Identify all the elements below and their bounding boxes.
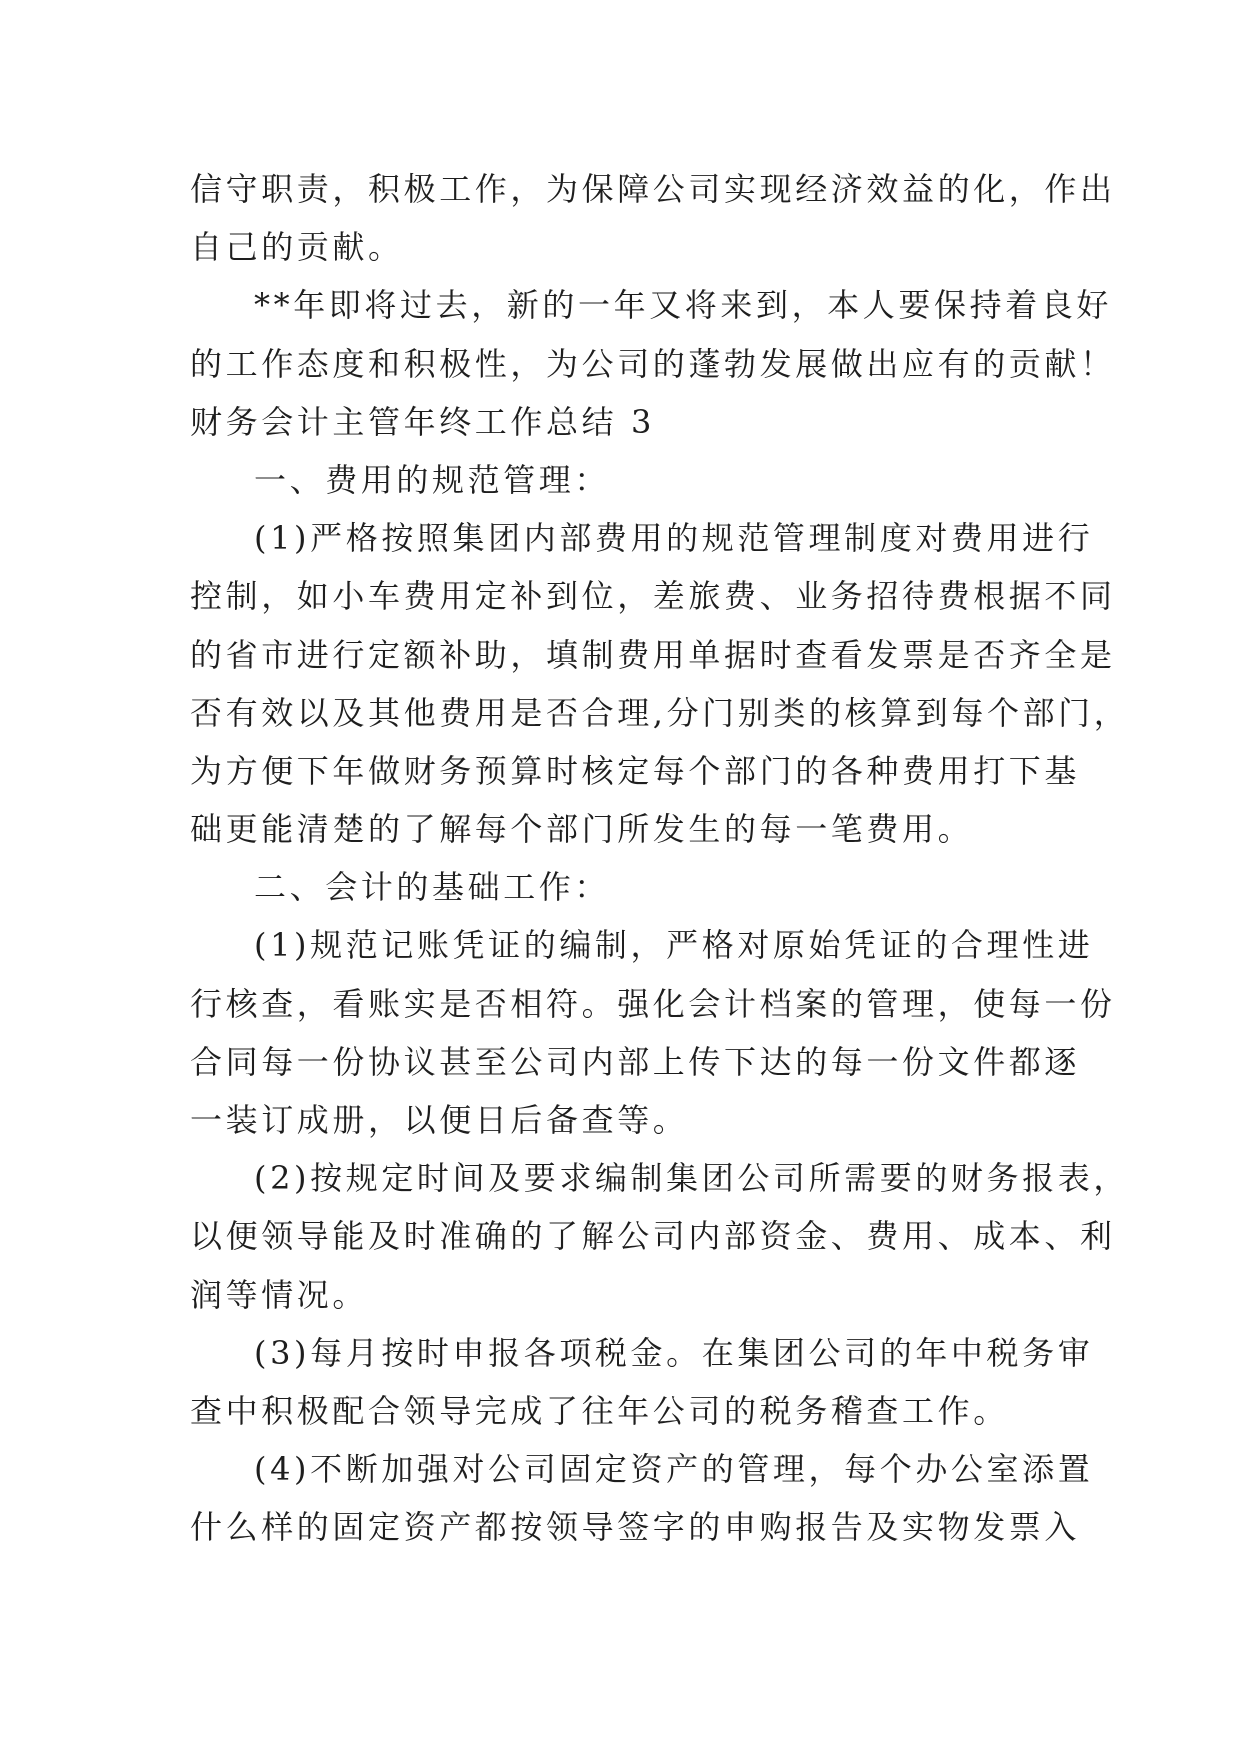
text-line: (1)规范记账凭证的编制，严格对原始凭证的合理性进 <box>254 926 1094 965</box>
text-line: 润等情况。 <box>190 1275 369 1314</box>
text-line: 的省市进行定额补助，填制费用单据时查看发票是否齐全是 <box>190 635 1116 674</box>
text-line: (2)按规定时间及要求编制集团公司所需要的财务报表， <box>254 1159 1129 1198</box>
text-line: 行核查，看账实是否相符。强化会计档案的管理，使每一份 <box>190 984 1116 1023</box>
text-line: (1)严格按照集团内部费用的规范管理制度对费用进行 <box>254 519 1094 558</box>
text-line: 什么样的固定资产都按领导签字的申购报告及实物发票入 <box>190 1508 1081 1547</box>
text-line: 自己的贡献。 <box>190 228 404 267</box>
text-line: **年即将过去，新的一年又将来到，本人要保持着良好 <box>254 286 1113 325</box>
text-line: 控制，如小车费用定补到位，差旅费、业务招待费根据不同 <box>190 577 1116 616</box>
subsection-heading: 一、费用的规范管理： <box>254 460 611 499</box>
text-line: (3)每月按时申报各项税金。在集团公司的年中税务审 <box>254 1333 1094 1372</box>
text-line: 信守职责，积极工作，为保障公司实现经济效益的化，作出 <box>190 170 1116 208</box>
text-line: 合同每一份协议甚至公司内部上传下达的每一份文件都逐 <box>190 1042 1081 1081</box>
text-line: 础更能清楚的了解每个部门所发生的每一笔费用。 <box>190 810 974 849</box>
text-line: 的工作态度和积极性，为公司的蓬勃发展做出应有的贡献！ <box>190 344 1116 383</box>
section-heading: 财务会计主管年终工作总结 3 <box>190 402 655 441</box>
text-line: 否有效以及其他费用是否合理,分门别类的核算到每个部门， <box>190 693 1130 732</box>
text-line: (4)不断加强对公司固定资产的管理，每个办公室添置 <box>254 1450 1094 1489</box>
text-line: 查中积极配合领导完成了往年公司的税务稽查工作。 <box>190 1391 1009 1430</box>
text-line: 为方便下年做财务预算时核定每个部门的各种费用打下基 <box>190 751 1081 790</box>
text-line: 一装订成册，以便日后备查等。 <box>190 1101 689 1139</box>
document-body <box>190 160 1130 1557</box>
text-line: 以便领导能及时准确的了解公司内部资金、费用、成本、利 <box>190 1217 1116 1256</box>
subsection-heading: 二、会计的基础工作： <box>254 868 611 907</box>
